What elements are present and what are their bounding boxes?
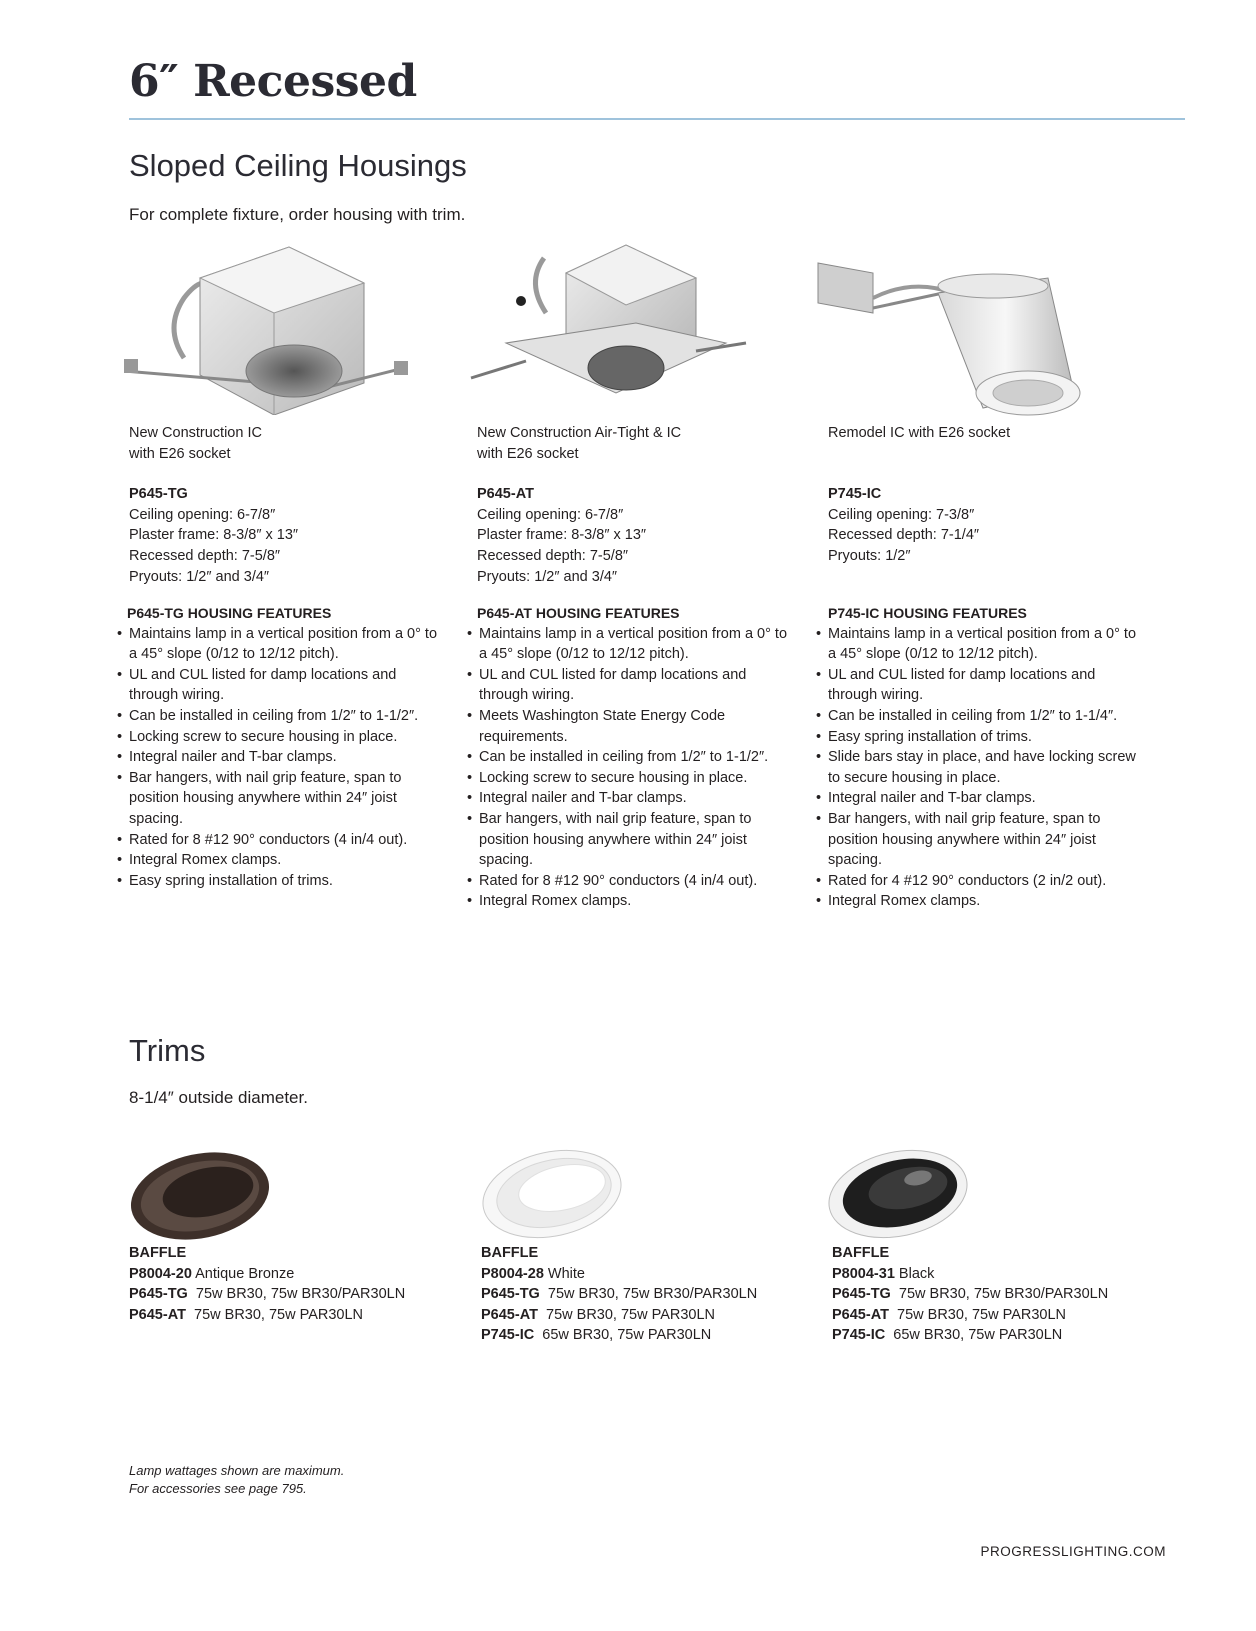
housing-name: Remodel IC with E26 socket (828, 425, 1011, 441)
compat-model: P645-TG (129, 1286, 188, 1303)
trim-image-bronze (128, 1150, 273, 1242)
feature-item: • Rated for 8 #12 90° conductors (4 in/4 out). (117, 830, 442, 851)
feature-item: • Rated for 4 #12 90° conductors (2 in/2 out). (816, 871, 1141, 892)
trim-type: BAFFLE (832, 1245, 890, 1261)
compat-model: P645-TG (832, 1286, 891, 1303)
housings-section-title: Sloped Ceiling Housings (129, 148, 467, 183)
housing-name: with E26 socket (129, 445, 231, 462)
housing-name (828, 444, 1148, 465)
spec-line: Pryouts: 1/2″ and 3/4″ (477, 568, 618, 585)
feature-item: • Locking screw to secure housing in place. (117, 727, 442, 748)
feature-item: • Maintains lamp in a vertical position from a 0° to a 45° slope (0/12 to 12/12 pitch). (467, 624, 792, 665)
footnote (129, 1462, 344, 1497)
spec-line: Recessed depth: 7-1/4″ (828, 527, 980, 544)
housing-column-3 (828, 423, 1148, 567)
housing-image-p645-at (466, 243, 756, 415)
feature-item: • Integral Romex clamps. (117, 850, 442, 871)
housing-name: New Construction Air-Tight & IC (477, 425, 682, 441)
feature-item: • Locking screw to secure housing in place. (467, 768, 792, 789)
housing-name: with E26 socket (477, 445, 579, 462)
features-list (117, 624, 442, 892)
title-rule (129, 118, 1185, 120)
trim-type: BAFFLE (129, 1245, 187, 1261)
trim-finish: Black (898, 1265, 935, 1282)
compat-lamps: 65w BR30, 75w PAR30LN (893, 1327, 1063, 1344)
feature-item: • Integral Romex clamps. (467, 891, 792, 912)
compat-lamps: 75w BR30, 75w PAR30LN (546, 1306, 716, 1323)
compat-model: P745-IC (832, 1327, 886, 1344)
features-title: P745-IC HOUSING FEATURES (828, 605, 1027, 621)
housing-model: P645-AT (477, 486, 534, 503)
features-block-1 (117, 603, 442, 891)
compat-model: P645-TG (481, 1286, 540, 1303)
feature-item: • Can be installed in ceiling from 1/2″ to 1-1/4″. (816, 706, 1141, 727)
compat-lamps: 75w BR30, 75w PAR30LN (897, 1306, 1067, 1323)
spec-line: Pryouts: 1/2″ and 3/4″ (129, 568, 270, 585)
housing-name: New Construction IC (129, 425, 262, 441)
compat-model: P645-AT (481, 1306, 538, 1323)
trims-intro: 8-1/4″ outside diameter. (129, 1088, 308, 1107)
feature-item: • Rated for 8 #12 90° conductors (4 in/4 out). (467, 871, 792, 892)
housing-column-1 (129, 423, 449, 587)
spec-line: Recessed depth: 7-5/8″ (129, 547, 281, 564)
feature-item: • Meets Washington State Energy Code requirements. (467, 706, 792, 747)
trim-image-black (826, 1148, 971, 1240)
feature-item: • Bar hangers, with nail grip feature, span to position housing anywhere within 24″ joist spacing. (117, 768, 442, 830)
feature-item: • Easy spring installation of trims. (816, 727, 1141, 748)
trim-image-white (480, 1148, 625, 1240)
feature-item: • Can be installed in ceiling from 1/2″ to 1-1/2″. (467, 747, 792, 768)
housing-model: P645-TG (129, 486, 188, 503)
compat-lamps: 75w BR30, 75w BR30/PAR30LN (195, 1286, 406, 1303)
features-block-2 (467, 603, 792, 912)
feature-item: • Maintains lamp in a vertical position from a 0° to a 45° slope (0/12 to 12/12 pitch). (816, 624, 1141, 665)
trim-details-2 (481, 1243, 757, 1346)
trim-type: BAFFLE (481, 1245, 539, 1261)
footnote-line: For accessories see page 795. (129, 1480, 307, 1496)
trim-model: P8004-31 (832, 1265, 895, 1282)
trim-model: P8004-20 (129, 1265, 192, 1282)
feature-item: • Integral nailer and T-bar clamps. (467, 788, 792, 809)
feature-item: • UL and CUL listed for damp locations and through wiring. (467, 665, 792, 706)
housing-image-p645-tg (124, 243, 424, 415)
trims-section-title: Trims (129, 1033, 206, 1068)
features-list (816, 624, 1141, 912)
trim-finish: Antique Bronze (195, 1265, 295, 1282)
website-link[interactable]: PROGRESSLIGHTING.COM (980, 1544, 1166, 1559)
trim-finish: White (547, 1265, 585, 1282)
housing-image-p745-ic (813, 258, 1103, 418)
feature-item: • Bar hangers, with nail grip feature, span to position housing anywhere within 24″ joist spacing. (467, 809, 792, 871)
compat-model: P645-AT (832, 1306, 889, 1323)
housing-model: P745-IC (828, 486, 882, 503)
housing-column-2 (477, 423, 797, 587)
compat-lamps: 75w BR30, 75w BR30/PAR30LN (547, 1286, 758, 1303)
feature-item: • Can be installed in ceiling from 1/2″ to 1-1/2″. (117, 706, 442, 727)
spec-line: Pryouts: 1/2″ (828, 547, 911, 564)
feature-item: • Bar hangers, with nail grip feature, span to position housing anywhere within 24″ joist spacing. (816, 809, 1141, 871)
spec-line: Plaster frame: 8-3/8″ x 13″ (129, 527, 299, 544)
footnote-line: Lamp wattages shown are maximum. (129, 1463, 345, 1478)
spec-line: Ceiling opening: 7-3/8″ (828, 506, 975, 523)
trim-model: P8004-28 (481, 1265, 544, 1282)
feature-item: • UL and CUL listed for damp locations and through wiring. (816, 665, 1141, 706)
compat-lamps: 75w BR30, 75w PAR30LN (194, 1306, 364, 1323)
compat-lamps: 75w BR30, 75w BR30/PAR30LN (898, 1286, 1109, 1303)
compat-model: P645-AT (129, 1306, 186, 1323)
feature-item: • Integral nailer and T-bar clamps. (117, 747, 442, 768)
feature-item: • Maintains lamp in a vertical position from a 0° to a 45° slope (0/12 to 12/12 pitch). (117, 624, 442, 665)
features-title: P645-AT HOUSING FEATURES (477, 605, 680, 621)
feature-item: • UL and CUL listed for damp locations and through wiring. (117, 665, 442, 706)
spec-line: Ceiling opening: 6-7/8″ (129, 506, 276, 523)
spec-line: Ceiling opening: 6-7/8″ (477, 506, 624, 523)
trim-details-1 (129, 1243, 405, 1325)
page-title: 6″ Recessed (129, 56, 417, 107)
feature-item: • Easy spring installation of trims. (117, 871, 442, 892)
compat-lamps: 65w BR30, 75w PAR30LN (542, 1327, 712, 1344)
compat-model: P745-IC (481, 1327, 535, 1344)
spec-line: Recessed depth: 7-5/8″ (477, 547, 629, 564)
features-title: P645-TG HOUSING FEATURES (127, 605, 332, 621)
feature-item: • Integral nailer and T-bar clamps. (816, 788, 1141, 809)
features-list (467, 624, 792, 912)
feature-item: • Integral Romex clamps. (816, 891, 1141, 912)
spec-line: Plaster frame: 8-3/8″ x 13″ (477, 527, 647, 544)
features-block-3 (816, 603, 1141, 912)
feature-item: • Slide bars stay in place, and have locking screw to secure housing in place. (816, 747, 1141, 788)
housings-intro: For complete fixture, order housing with trim. (129, 205, 466, 224)
trim-details-3 (832, 1243, 1108, 1346)
